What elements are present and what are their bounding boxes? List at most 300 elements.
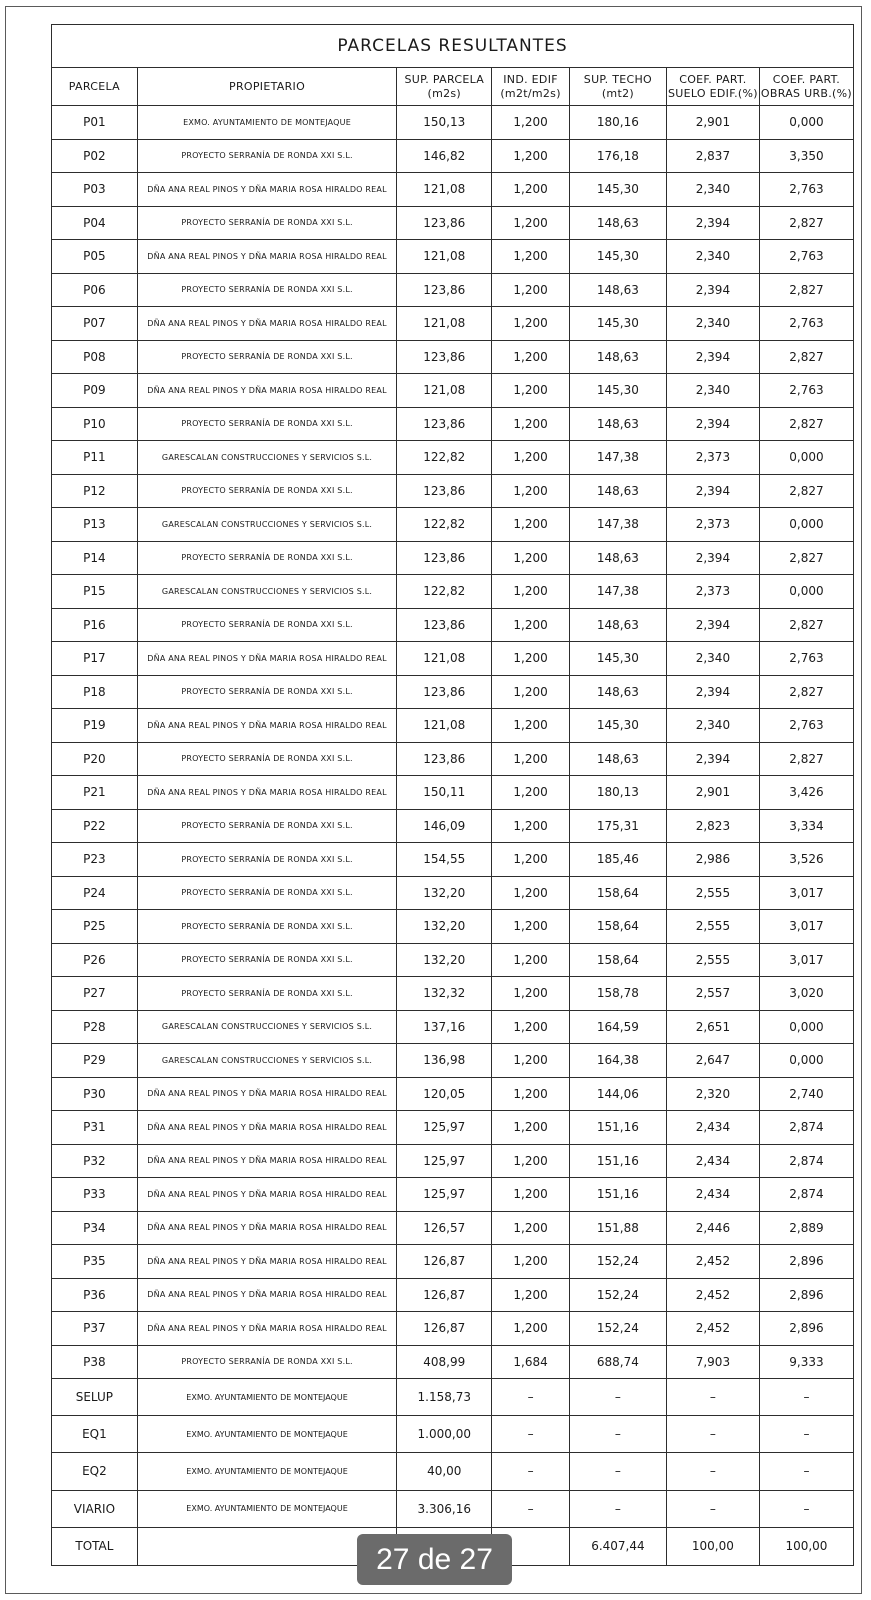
table-row: [52, 106, 854, 140]
sup-parcela-cell: 122,82: [397, 441, 492, 475]
propietario-cell: DÑA ANA REAL PINOS Y DÑA MARIA ROSA HIRALDO REAL: [137, 1312, 396, 1346]
sup-parcela-cell: 125,97: [397, 1144, 492, 1178]
parcela-cell: P20: [52, 742, 138, 776]
parcela-cell: P32: [52, 1144, 138, 1178]
coef-obras-cell: 2,896: [759, 1278, 853, 1312]
table-row: [52, 508, 854, 542]
sup-techo-cell: 688,74: [569, 1345, 666, 1379]
coef-suelo-cell: 2,394: [666, 206, 759, 240]
header-ind-edif-line2: (m2t/m2s): [500, 86, 561, 100]
coef-obras-cell: 2,827: [759, 675, 853, 709]
sup-parcela-cell: 154,55: [397, 843, 492, 877]
coef-obras-cell: 2,763: [759, 374, 853, 408]
parcela-cell: P14: [52, 541, 138, 575]
sup-techo-cell: 148,63: [569, 407, 666, 441]
table-row: [52, 240, 854, 274]
ind-edif-cell: –: [492, 1379, 570, 1416]
table-row: [52, 273, 854, 307]
propietario-cell: EXMO. AYUNTAMIENTO DE MONTEJAQUE: [137, 106, 396, 140]
parcelas-table: [51, 24, 854, 1566]
coef-obras-cell: 2,827: [759, 340, 853, 374]
coef-obras-cell: 2,827: [759, 474, 853, 508]
sup-techo-cell: –: [569, 1416, 666, 1453]
header-coef-obras-line1: COEF. PART.: [772, 72, 841, 86]
sup-parcela-cell: 126,87: [397, 1278, 492, 1312]
parcela-cell: P36: [52, 1278, 138, 1312]
propietario-cell: PROYECTO SERRANÍA DE RONDA XXI S.L.: [137, 943, 396, 977]
ind-edif-cell: 1,200: [492, 843, 570, 877]
table-row: [52, 1111, 854, 1145]
parcela-cell: P01: [52, 106, 138, 140]
coef-obras-cell: 0,000: [759, 1010, 853, 1044]
coef-obras-cell: 2,827: [759, 541, 853, 575]
table-row: [52, 642, 854, 676]
parcela-cell: P26: [52, 943, 138, 977]
table-row: [52, 1453, 854, 1490]
parcela-cell: P28: [52, 1010, 138, 1044]
parcela-cell: P18: [52, 675, 138, 709]
parcela-cell: P38: [52, 1345, 138, 1379]
coef-suelo-cell: 2,340: [666, 240, 759, 274]
table-row: [52, 1490, 854, 1527]
header-sup-techo-line2: (mt2): [601, 86, 634, 100]
sup-techo-cell: 158,64: [569, 876, 666, 910]
header-sup-parcela-line2: (m2s): [427, 86, 462, 100]
table-row: [52, 776, 854, 810]
coef-suelo-cell: 2,452: [666, 1312, 759, 1346]
ind-edif-cell: 1,200: [492, 1077, 570, 1111]
parcela-cell: P12: [52, 474, 138, 508]
propietario-cell: PROYECTO SERRANÍA DE RONDA XXI S.L.: [137, 910, 396, 944]
sup-parcela-cell: 408,99: [397, 1345, 492, 1379]
sup-techo-cell: 148,63: [569, 541, 666, 575]
header-sup-parcela-line1: SUP. PARCELA: [404, 72, 485, 86]
ind-edif-cell: 1,684: [492, 1345, 570, 1379]
table-row: [52, 977, 854, 1011]
table-row: [52, 1010, 854, 1044]
coef-obras-cell: 2,827: [759, 608, 853, 642]
propietario-cell: PROYECTO SERRANÍA DE RONDA XXI S.L.: [137, 541, 396, 575]
coef-obras-cell: 2,827: [759, 206, 853, 240]
sup-parcela-cell: 126,87: [397, 1245, 492, 1279]
header-parcela: PARCELA: [52, 68, 138, 106]
table-row: [52, 1312, 854, 1346]
coef-obras-cell: 3,526: [759, 843, 853, 877]
header-sup-techo-line1: SUP. TECHO: [583, 72, 653, 86]
table-row: [52, 1044, 854, 1078]
sup-parcela-cell: 122,82: [397, 575, 492, 609]
sup-parcela-cell: 121,08: [397, 709, 492, 743]
sup-techo-cell: 148,63: [569, 742, 666, 776]
sup-parcela-cell: 132,32: [397, 977, 492, 1011]
propietario-cell: PROYECTO SERRANÍA DE RONDA XXI S.L.: [137, 608, 396, 642]
table-row: [52, 910, 854, 944]
coef-suelo-cell: 2,555: [666, 876, 759, 910]
propietario-cell: DÑA ANA REAL PINOS Y DÑA MARIA ROSA HIRALDO REAL: [137, 173, 396, 207]
coef-suelo-cell: 2,434: [666, 1144, 759, 1178]
coef-suelo-cell: 2,837: [666, 139, 759, 173]
coef-obras-cell: 2,896: [759, 1245, 853, 1279]
ind-edif-cell: 1,200: [492, 407, 570, 441]
coef-suelo-cell: 7,903: [666, 1345, 759, 1379]
sup-techo-cell: 185,46: [569, 843, 666, 877]
ind-edif-cell: 1,200: [492, 876, 570, 910]
coef-suelo-cell: 2,394: [666, 407, 759, 441]
coef-suelo-cell: 2,446: [666, 1211, 759, 1245]
sup-parcela-cell: 1.158,73: [397, 1379, 492, 1416]
ind-edif-cell: 1,200: [492, 809, 570, 843]
propietario-cell: DÑA ANA REAL PINOS Y DÑA MARIA ROSA HIRALDO REAL: [137, 1211, 396, 1245]
coef-obras-cell: 3,017: [759, 910, 853, 944]
coef-obras-cell: 3,334: [759, 809, 853, 843]
sup-techo-cell: 148,63: [569, 206, 666, 240]
coef-obras-cell: 2,763: [759, 240, 853, 274]
coef-suelo-cell: 2,394: [666, 474, 759, 508]
total-sup-techo: 6.407,44: [569, 1527, 666, 1565]
propietario-cell: GARESCALAN CONSTRUCCIONES Y SERVICIOS S.L.: [137, 508, 396, 542]
ind-edif-cell: 1,200: [492, 742, 570, 776]
table-row: [52, 1077, 854, 1111]
propietario-cell: PROYECTO SERRANÍA DE RONDA XXI S.L.: [137, 876, 396, 910]
table-row: [52, 843, 854, 877]
coef-obras-cell: 2,889: [759, 1211, 853, 1245]
coef-obras-cell: 2,740: [759, 1077, 853, 1111]
sup-parcela-cell: 123,86: [397, 206, 492, 240]
ind-edif-cell: 1,200: [492, 776, 570, 810]
coef-obras-cell: 2,763: [759, 173, 853, 207]
propietario-cell: PROYECTO SERRANÍA DE RONDA XXI S.L.: [137, 742, 396, 776]
coef-suelo-cell: –: [666, 1379, 759, 1416]
sup-techo-cell: 148,63: [569, 474, 666, 508]
sup-parcela-cell: 126,57: [397, 1211, 492, 1245]
ind-edif-cell: 1,200: [492, 1312, 570, 1346]
coef-obras-cell: 0,000: [759, 1044, 853, 1078]
coef-suelo-cell: 2,320: [666, 1077, 759, 1111]
sup-techo-cell: 152,24: [569, 1278, 666, 1312]
sup-parcela-cell: 123,86: [397, 474, 492, 508]
coef-suelo-cell: –: [666, 1453, 759, 1490]
propietario-cell: GARESCALAN CONSTRUCCIONES Y SERVICIOS S.L.: [137, 1044, 396, 1078]
sup-parcela-cell: 123,86: [397, 742, 492, 776]
ind-edif-cell: 1,200: [492, 307, 570, 341]
propietario-cell: PROYECTO SERRANÍA DE RONDA XXI S.L.: [137, 843, 396, 877]
total-coef-suelo: 100,00: [666, 1527, 759, 1565]
coef-suelo-cell: 2,901: [666, 776, 759, 810]
sup-techo-cell: 147,38: [569, 575, 666, 609]
table-row: [52, 742, 854, 776]
coef-suelo-cell: 2,394: [666, 742, 759, 776]
coef-obras-cell: 2,874: [759, 1144, 853, 1178]
sup-parcela-cell: 121,08: [397, 307, 492, 341]
coef-suelo-cell: 2,340: [666, 307, 759, 341]
ind-edif-cell: 1,200: [492, 340, 570, 374]
propietario-cell: PROYECTO SERRANÍA DE RONDA XXI S.L.: [137, 675, 396, 709]
parcela-cell: P08: [52, 340, 138, 374]
coef-suelo-cell: 2,394: [666, 675, 759, 709]
sup-techo-cell: 180,13: [569, 776, 666, 810]
ind-edif-cell: 1,200: [492, 575, 570, 609]
table-title: PARCELAS RESULTANTES: [52, 25, 854, 68]
coef-suelo-cell: 2,394: [666, 541, 759, 575]
parcela-cell: EQ1: [52, 1416, 138, 1453]
sup-techo-cell: –: [569, 1490, 666, 1527]
header-ind-edif: [492, 68, 570, 106]
parcela-cell: P37: [52, 1312, 138, 1346]
table-body: [52, 106, 854, 1379]
parcela-cell: P33: [52, 1178, 138, 1212]
propietario-cell: DÑA ANA REAL PINOS Y DÑA MARIA ROSA HIRALDO REAL: [137, 1111, 396, 1145]
coef-suelo-cell: 2,394: [666, 273, 759, 307]
table-row: [52, 1144, 854, 1178]
table-row: [52, 407, 854, 441]
coef-obras-cell: 3,426: [759, 776, 853, 810]
parcela-cell: P09: [52, 374, 138, 408]
sup-techo-cell: 158,78: [569, 977, 666, 1011]
propietario-cell: GARESCALAN CONSTRUCCIONES Y SERVICIOS S.L.: [137, 441, 396, 475]
sup-parcela-cell: 150,11: [397, 776, 492, 810]
propietario-cell: DÑA ANA REAL PINOS Y DÑA MARIA ROSA HIRALDO REAL: [137, 307, 396, 341]
ind-edif-cell: 1,200: [492, 910, 570, 944]
sup-parcela-cell: 123,86: [397, 407, 492, 441]
ind-edif-cell: 1,200: [492, 1178, 570, 1212]
propietario-cell: EXMO. AYUNTAMIENTO DE MONTEJAQUE: [137, 1379, 396, 1416]
coef-obras-cell: 2,827: [759, 273, 853, 307]
table-row: [52, 139, 854, 173]
sup-parcela-cell: 122,82: [397, 508, 492, 542]
ind-edif-cell: 1,200: [492, 642, 570, 676]
table-extra-body: [52, 1379, 854, 1528]
sup-parcela-cell: 120,05: [397, 1077, 492, 1111]
propietario-cell: PROYECTO SERRANÍA DE RONDA XXI S.L.: [137, 474, 396, 508]
parcela-cell: P15: [52, 575, 138, 609]
coef-suelo-cell: 2,452: [666, 1245, 759, 1279]
ind-edif-cell: –: [492, 1453, 570, 1490]
table-row: [52, 173, 854, 207]
coef-suelo-cell: 2,373: [666, 441, 759, 475]
sup-techo-cell: 158,64: [569, 943, 666, 977]
sup-techo-cell: 148,63: [569, 273, 666, 307]
parcela-cell: P21: [52, 776, 138, 810]
table-row: [52, 876, 854, 910]
coef-suelo-cell: 2,555: [666, 910, 759, 944]
parcela-cell: P30: [52, 1077, 138, 1111]
sup-techo-cell: 180,16: [569, 106, 666, 140]
ind-edif-cell: 1,200: [492, 441, 570, 475]
parcela-cell: P25: [52, 910, 138, 944]
coef-suelo-cell: 2,373: [666, 508, 759, 542]
sup-techo-cell: 164,38: [569, 1044, 666, 1078]
table-row: [52, 307, 854, 341]
sup-techo-cell: 145,30: [569, 173, 666, 207]
coef-obras-cell: 3,017: [759, 876, 853, 910]
propietario-cell: GARESCALAN CONSTRUCCIONES Y SERVICIOS S.L.: [137, 1010, 396, 1044]
propietario-cell: PROYECTO SERRANÍA DE RONDA XXI S.L.: [137, 1345, 396, 1379]
parcela-cell: P35: [52, 1245, 138, 1279]
table-row: [52, 809, 854, 843]
propietario-cell: PROYECTO SERRANÍA DE RONDA XXI S.L.: [137, 407, 396, 441]
sup-parcela-cell: 146,09: [397, 809, 492, 843]
table-row: [52, 1211, 854, 1245]
header-coef-suelo-line1: COEF. PART.: [679, 72, 747, 86]
ind-edif-cell: 1,200: [492, 173, 570, 207]
ind-edif-cell: 1,200: [492, 206, 570, 240]
ind-edif-cell: 1,200: [492, 1278, 570, 1312]
table-row: [52, 1178, 854, 1212]
parcela-cell: P31: [52, 1111, 138, 1145]
sup-parcela-cell: 121,08: [397, 173, 492, 207]
coef-suelo-cell: 2,394: [666, 340, 759, 374]
coef-suelo-cell: 2,373: [666, 575, 759, 609]
sup-parcela-cell: 126,87: [397, 1312, 492, 1346]
table-row: [52, 608, 854, 642]
ind-edif-cell: 1,200: [492, 541, 570, 575]
coef-suelo-cell: 2,651: [666, 1010, 759, 1044]
header-sup-parcela: [397, 68, 492, 106]
propietario-cell: PROYECTO SERRANÍA DE RONDA XXI S.L.: [137, 273, 396, 307]
parcela-cell: P17: [52, 642, 138, 676]
propietario-cell: EXMO. AYUNTAMIENTO DE MONTEJAQUE: [137, 1453, 396, 1490]
ind-edif-cell: 1,200: [492, 508, 570, 542]
sup-parcela-cell: 123,86: [397, 675, 492, 709]
ind-edif-cell: –: [492, 1416, 570, 1453]
parcela-cell: P11: [52, 441, 138, 475]
sup-techo-cell: 145,30: [569, 709, 666, 743]
coef-obras-cell: 2,763: [759, 307, 853, 341]
coef-suelo-cell: 2,394: [666, 608, 759, 642]
parcela-cell: P22: [52, 809, 138, 843]
coef-suelo-cell: 2,647: [666, 1044, 759, 1078]
coef-suelo-cell: 2,340: [666, 173, 759, 207]
propietario-cell: DÑA ANA REAL PINOS Y DÑA MARIA ROSA HIRALDO REAL: [137, 240, 396, 274]
coef-obras-cell: 0,000: [759, 106, 853, 140]
coef-suelo-cell: 2,823: [666, 809, 759, 843]
coef-suelo-cell: 2,434: [666, 1178, 759, 1212]
coef-obras-cell: 3,350: [759, 139, 853, 173]
ind-edif-cell: 1,200: [492, 374, 570, 408]
total-coef-obras: 100,00: [759, 1527, 853, 1565]
ind-edif-cell: 1,200: [492, 240, 570, 274]
sup-techo-cell: 145,30: [569, 307, 666, 341]
ind-edif-cell: 1,200: [492, 139, 570, 173]
header-propietario: PROPIETARIO: [137, 68, 396, 106]
ind-edif-cell: 1,200: [492, 977, 570, 1011]
ind-edif-cell: 1,200: [492, 1010, 570, 1044]
coef-suelo-cell: 2,557: [666, 977, 759, 1011]
ind-edif-cell: 1,200: [492, 943, 570, 977]
propietario-cell: DÑA ANA REAL PINOS Y DÑA MARIA ROSA HIRALDO REAL: [137, 1278, 396, 1312]
propietario-cell: DÑA ANA REAL PINOS Y DÑA MARIA ROSA HIRALDO REAL: [137, 1077, 396, 1111]
sup-techo-cell: 145,30: [569, 374, 666, 408]
sup-parcela-cell: 132,20: [397, 910, 492, 944]
propietario-cell: DÑA ANA REAL PINOS Y DÑA MARIA ROSA HIRALDO REAL: [137, 776, 396, 810]
sup-techo-cell: 145,30: [569, 642, 666, 676]
coef-obras-cell: 2,763: [759, 709, 853, 743]
parcela-cell: P10: [52, 407, 138, 441]
propietario-cell: DÑA ANA REAL PINOS Y DÑA MARIA ROSA HIRALDO REAL: [137, 642, 396, 676]
coef-suelo-cell: 2,901: [666, 106, 759, 140]
ind-edif-cell: 1,200: [492, 675, 570, 709]
sup-parcela-cell: 137,16: [397, 1010, 492, 1044]
sup-parcela-cell: 121,08: [397, 374, 492, 408]
header-ind-edif-line1: IND. EDIF: [503, 72, 558, 86]
sup-parcela-cell: 123,86: [397, 608, 492, 642]
propietario-cell: PROYECTO SERRANÍA DE RONDA XXI S.L.: [137, 977, 396, 1011]
sup-techo-cell: 158,64: [569, 910, 666, 944]
table-row: [52, 1245, 854, 1279]
header-sup-techo: [569, 68, 666, 106]
parcela-cell: P24: [52, 876, 138, 910]
coef-suelo-cell: 2,340: [666, 709, 759, 743]
ind-edif-cell: 1,200: [492, 1211, 570, 1245]
sup-parcela-cell: 125,97: [397, 1178, 492, 1212]
parcela-cell: SELUP: [52, 1379, 138, 1416]
ind-edif-cell: 1,200: [492, 1144, 570, 1178]
total-label: TOTAL: [52, 1527, 138, 1565]
coef-obras-cell: 3,020: [759, 977, 853, 1011]
ind-edif-cell: 1,200: [492, 1245, 570, 1279]
coef-obras-cell: 2,874: [759, 1178, 853, 1212]
coef-obras-cell: –: [759, 1490, 853, 1527]
ind-edif-cell: 1,200: [492, 1044, 570, 1078]
parcela-cell: P05: [52, 240, 138, 274]
sup-parcela-cell: 40,00: [397, 1453, 492, 1490]
parcela-cell: P19: [52, 709, 138, 743]
sup-techo-cell: 152,24: [569, 1245, 666, 1279]
page-indicator-badge: 27 de 27: [357, 1534, 512, 1585]
sup-parcela-cell: 1.000,00: [397, 1416, 492, 1453]
ind-edif-cell: 1,200: [492, 273, 570, 307]
propietario-cell: DÑA ANA REAL PINOS Y DÑA MARIA ROSA HIRALDO REAL: [137, 709, 396, 743]
table-row: [52, 374, 854, 408]
sup-parcela-cell: 132,20: [397, 943, 492, 977]
coef-obras-cell: 2,827: [759, 407, 853, 441]
sup-techo-cell: 151,16: [569, 1144, 666, 1178]
propietario-cell: DÑA ANA REAL PINOS Y DÑA MARIA ROSA HIRALDO REAL: [137, 374, 396, 408]
table-row: [52, 1278, 854, 1312]
table-row: [52, 709, 854, 743]
ind-edif-cell: 1,200: [492, 709, 570, 743]
propietario-cell: DÑA ANA REAL PINOS Y DÑA MARIA ROSA HIRALDO REAL: [137, 1144, 396, 1178]
table-row: [52, 675, 854, 709]
parcela-cell: P06: [52, 273, 138, 307]
parcela-cell: P02: [52, 139, 138, 173]
ind-edif-cell: –: [492, 1490, 570, 1527]
coef-obras-cell: 2,896: [759, 1312, 853, 1346]
coef-obras-cell: 0,000: [759, 441, 853, 475]
propietario-cell: GARESCALAN CONSTRUCCIONES Y SERVICIOS S.L.: [137, 575, 396, 609]
parcela-cell: P27: [52, 977, 138, 1011]
coef-obras-cell: 0,000: [759, 508, 853, 542]
table-row: [52, 206, 854, 240]
sup-parcela-cell: 125,97: [397, 1111, 492, 1145]
sup-techo-cell: 148,63: [569, 340, 666, 374]
sup-techo-cell: 145,30: [569, 240, 666, 274]
sup-techo-cell: 144,06: [569, 1077, 666, 1111]
parcela-cell: EQ2: [52, 1453, 138, 1490]
table-row: [52, 1379, 854, 1416]
parcela-cell: P04: [52, 206, 138, 240]
coef-obras-cell: –: [759, 1453, 853, 1490]
propietario-cell: PROYECTO SERRANÍA DE RONDA XXI S.L.: [137, 340, 396, 374]
propietario-cell: DÑA ANA REAL PINOS Y DÑA MARIA ROSA HIRALDO REAL: [137, 1178, 396, 1212]
sup-parcela-cell: 123,86: [397, 273, 492, 307]
parcela-cell: P13: [52, 508, 138, 542]
sup-techo-cell: 151,88: [569, 1211, 666, 1245]
header-coef-obras: [759, 68, 853, 106]
header-row: [52, 68, 854, 106]
sup-parcela-cell: 150,13: [397, 106, 492, 140]
parcela-cell: P29: [52, 1044, 138, 1078]
